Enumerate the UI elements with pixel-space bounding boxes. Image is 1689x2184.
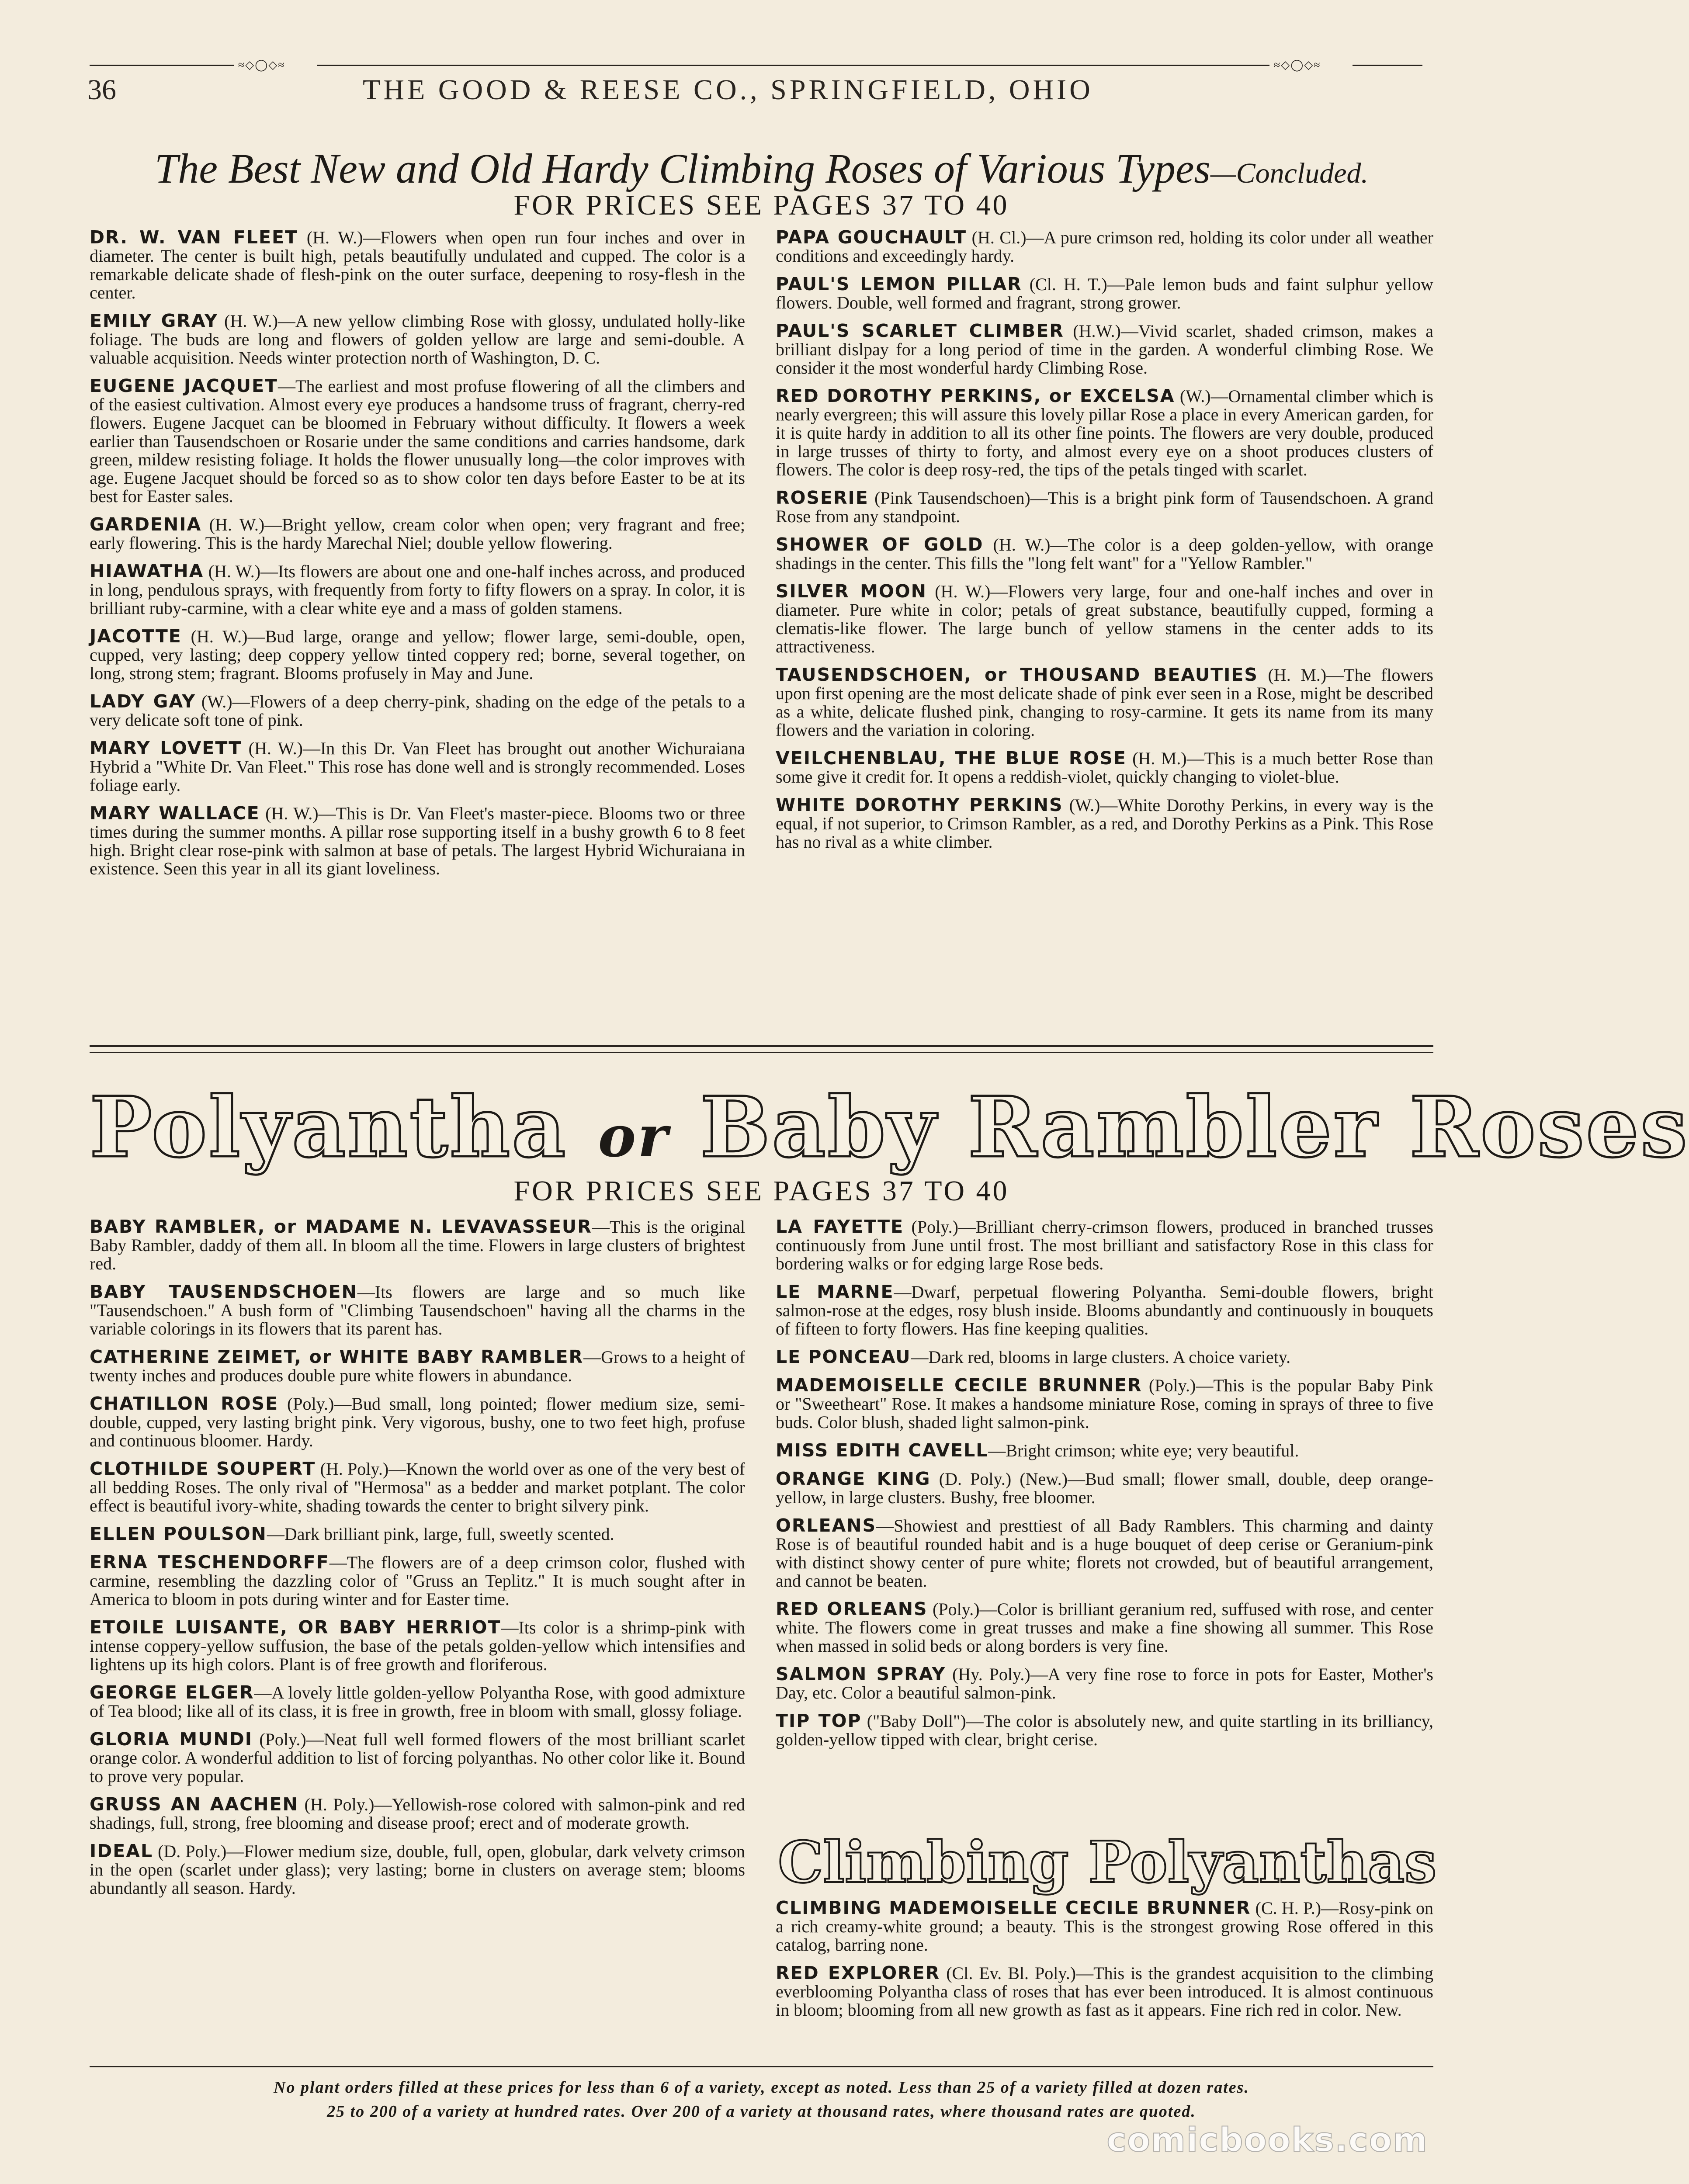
rose-name: ERNA TESCHENDORFF [90, 1552, 329, 1573]
rose-name: PAPA GOUCHAULT [776, 227, 967, 248]
rose-entry [90, 1618, 745, 1674]
rose-entry [776, 796, 1433, 851]
rose-name: BABY RAMBLER, or MADAME N. LEVAVASSEUR [90, 1216, 592, 1237]
polyantha-left-column [90, 1217, 745, 1907]
watermark: comicbooks.com [1106, 2120, 1428, 2159]
rose-name: LE MARNE [776, 1281, 894, 1302]
rose-name: RED ORLEANS [776, 1598, 928, 1619]
climbing-roses-left-column [90, 228, 745, 887]
rose-entry [776, 1665, 1433, 1702]
rose-entry [90, 377, 745, 506]
rose-entry [90, 1459, 745, 1515]
title-or-word: or [598, 1103, 669, 1170]
rose-entry [776, 1470, 1433, 1507]
rose-name: PAUL'S LEMON PILLAR [776, 274, 1022, 295]
rose-entry [90, 627, 745, 683]
rose-name: RED DOROTHY PERKINS, or EXCELSA [776, 385, 1175, 406]
rose-name: LA FAYETTE [776, 1216, 904, 1237]
rose-entry [90, 1283, 745, 1338]
rose-description: (H. W.)—Its flowers are about one and one-half inches across, and produced in long, pendulous sprays, with frequently from forty to fifty flowers on a spray. In color, it is brilliant ruby-carmine, with a clear white eye and a mass of golden stamens. [90, 562, 745, 618]
rose-name: ETOILE LUISANTE, OR BABY HERRIOT [90, 1617, 501, 1638]
rose-entry [90, 1217, 745, 1273]
rose-description: (Poly.)—This is the popular Baby Pink or "Sweetheart" Rose. It makes a handsome miniature Rose, coming in sprays of three to five buds. Color blush, shaded light salmon-pink. [776, 1376, 1433, 1432]
rose-entry [776, 1712, 1433, 1749]
rose-entry [776, 1516, 1433, 1590]
rose-description: (Hy. Poly.)—A very fine rose to force in pots for Easter, Mother's Day, etc. Color a beautiful salmon-pink. [776, 1664, 1433, 1702]
rose-entry [90, 1683, 745, 1720]
rose-description: (H. W.)—In this Dr. Van Fleet has brought out another Wichuraiana Hybrid a "White Dr. Van Fleet." This rose has done well and is strongly recommended. Loses foliage early. [90, 738, 745, 795]
rose-name: GRUSS AN AACHEN [90, 1794, 298, 1815]
rose-description: (D. Poly.)—Flower medium size, double, full, open, globular, dark velvety crimson in the open (scarlet under glass); very lasting; borne in clusters on average stem; blooms abundantly all season. Hardy. [90, 1841, 745, 1898]
rose-description: (H. W.)—Flowers very large, four and one-half inches and over in diameter. Pure white in color; petals of great substance, beautifully cupped, forming a clematis-like flower. The large bunch of yellow stamens in the center adds to its attractiveness. [776, 582, 1433, 656]
climbing-roses-right-column [776, 228, 1433, 861]
rose-name: RED EXPLORER [776, 1962, 940, 1983]
rose-entry [776, 489, 1433, 526]
rose-description: (D. Poly.) (New.)—Bud small; flower small, double, deep orange-yellow, in large clusters. Bushy, free bloomer. [776, 1469, 1434, 1507]
rose-name: MADEMOISELLE CECILE BRUNNER [776, 1375, 1142, 1396]
rose-name: GEORGE ELGER [90, 1682, 254, 1703]
title-baby-rambler-words: Baby Rambler Roses [700, 1078, 1689, 1176]
rose-name: ORLEANS [776, 1515, 877, 1536]
rose-entry [90, 562, 745, 617]
rose-description: (H.W.)—Vivid scarlet, shaded crimson, makes a brilliant dislpay for a long period of time in the garden. A wonderful climbing Rose. We consider it the most wonderful hardy Climbing Rose. [776, 321, 1433, 378]
rose-entry [90, 312, 745, 367]
rose-entry [776, 749, 1433, 786]
rose-name: CHATILLON ROSE [90, 1393, 279, 1414]
rose-description: (H. Poly.)—Yellowish-rose colored with salmon-pink and red shadings, full, strong, free blooming and disease proof; erect and of moderate growth. [90, 1795, 746, 1833]
rose-name: SHOWER OF GOLD [776, 534, 984, 555]
rose-description: —Its color is a shrimp-pink with intense coppery-yellow suffusion, the base of the petals golden-yellow which intensifies and lightens up its high colors. Plant is of free growth and floriferous. [90, 1618, 745, 1674]
running-header: THE GOOD & REESE CO., SPRINGFIELD, OHIO [363, 74, 1093, 106]
rose-description: (H. Cl.)—A pure crimson red, holding its color under all weather conditions and exceedingly hardy. [776, 228, 1433, 266]
rose-description: (W.)—Ornamental climber which is nearly evergreen; this will assure this lovely pillar Rose a place in every American garden, for it is quite hardy in addition to all its other fine points. The flowers are very double, produced in large trusses of thirty to forty, and almost every eye on a shoot produces clusters of flowers. The color is deep rosy-red, the tips of the petals tinged with scarlet. [776, 386, 1433, 479]
rose-entry [776, 1899, 1433, 1954]
rose-entry [90, 515, 745, 552]
rose-name: DR. W. VAN FLEET [90, 227, 298, 248]
rose-description: (H. W.)—This is Dr. Van Fleet's master-piece. Blooms two or three times during the summer months. A pillar rose supporting itself in a bushy growth 6 to 8 feet high. Bright clear rose-pink with salmon at base of petals. The largest Hybrid Wichuraiana in existence. Seen this year in all its giant loveliness. [90, 804, 746, 878]
rose-name: CLIMBING MADEMOISELLE CECILE BRUNNER [776, 1897, 1251, 1918]
rose-name: PAUL'S SCARLET CLIMBER [776, 320, 1064, 341]
footer-rule [90, 2066, 1433, 2067]
rose-description: (H. W.)—Bud large, orange and yellow; flower large, semi-double, open, cupped, very lasting; deep coppery yellow tinted coppery red; borne, several together, on long, strong stem; fragrant. Blooms profusely in May and June. [90, 627, 745, 683]
rose-name: ROSERIE [776, 487, 869, 508]
rose-entry [776, 275, 1433, 312]
rose-entry [776, 387, 1433, 479]
rose-description: (H. M.)—The flowers upon first opening are the most delicate shade of pink ever seen in a Rose, might be described as a white, delicate flushed pink, changing to rosy-carmine. It gets its name from its many flowers and the variation in coloring. [776, 665, 1433, 740]
rose-description: (Poly.)—Bud small, long pointed; flower medium size, semi-double, cupped, very lasting bright pink. Very vigorous, bushy, one to two feet high, profuse and continuous bloomer. Hardy. [90, 1394, 745, 1450]
rose-description: (Poly.)—Neat full well formed flowers of the most brilliant scarlet orange color. A wonderful addition to list of forcing polyanthas. No other color like it. Bound to prove very popular. [90, 1730, 745, 1786]
footer-terms-line-2: 25 to 200 of a variety at hundred rates. Over 200 of a variety at thousand rates, where thousand rates are quoted. [327, 2102, 1196, 2121]
rose-description: —Dwarf, perpetual flowering Polyantha. Semi-double flowers, bright salmon-rose at the edges, rosy blush inside. Blooms abundantly and continuously in bouquets of fifteen to forty flowers. Has fine keeping qualities. [776, 1282, 1433, 1338]
rose-entry [776, 535, 1433, 572]
rose-description: (H. W.)—The color is a deep golden-yellow, with orange shadings in the center. This fills the "long felt want" for a "Yellow Rambler." [776, 535, 1433, 573]
section-divider [90, 1045, 1433, 1053]
footer-terms-line-1: No plant orders filled at these prices for less than 6 of a variety, except as noted. Less than 25 of a variety filled at dozen rates. [274, 2078, 1249, 2097]
rose-description: —A lovely little golden-yellow Polyantha Rose, with good admixture of Tea blood; like all of its class, it is free in growth, free in bloom with small, glossy foliage. [90, 1683, 745, 1721]
rose-entry [90, 1795, 745, 1832]
rose-entry [776, 1600, 1433, 1655]
rose-entry [90, 1842, 745, 1897]
price-reference: FOR PRICES SEE PAGES 37 TO 40 [513, 189, 1009, 221]
rose-name: TAUSENDSCHOEN, or THOUSAND BEAUTIES [776, 664, 1258, 685]
header-ornament: ≈◇◯◇≈ ≈◇◯◇≈ [90, 60, 1422, 70]
rose-entry [776, 1348, 1433, 1366]
rose-entry [776, 1441, 1433, 1460]
rose-name: SALMON SPRAY [776, 1664, 946, 1685]
rose-entry [776, 1376, 1433, 1432]
rose-name: CLOTHILDE SOUPERT [90, 1458, 316, 1479]
rose-entry [90, 1730, 745, 1785]
rose-name: BABY TAUSENDSCHOEN [90, 1281, 357, 1302]
rose-name: IDEAL [90, 1841, 153, 1862]
rose-description: (H. W.)—A new yellow climbing Rose with glossy, undulated holly-like foliage. The buds are long and flowers of golden yellow are large and semi-double. A valuable acquisition. Needs winter protection north of Washington, D. C. [90, 311, 745, 367]
section-title-climbing-polyanthas: Climbing Polyanthas [778, 1829, 1437, 1896]
rose-entry [90, 1348, 745, 1385]
rose-description: —This is the original Baby Rambler, daddy of them all. In bloom all the time. Flowers in large clusters of brightest red. [90, 1217, 745, 1273]
rose-description: (H. W.)—Flowers when open run four inches and over in diameter. The center is built high, petals beautifully undulated and cupped. The color is a remarkable delicate shade of flesh-pink on the outer surface, deepening to rosy-flesh in the center. [90, 228, 746, 302]
rose-name: GARDENIA [90, 514, 202, 535]
rose-description: (Poly.)—Brilliant cherry-crimson flowers, produced in branched trusses continuously from June until frost. The most brilliant and satisfactory Rose in this class for bordering walks or for edging large Rose beds. [776, 1217, 1433, 1273]
rose-description: (Poly.)—Color is brilliant geranium red, suffused with rose, and center white. The flowers come in great trusses and make a fine showing all summer. This Rose when massed in solid beds or along borders is very fine. [776, 1599, 1433, 1656]
rose-description: —Showiest and presttiest of all Bady Ramblers. This charming and dainty Rose is of beautiful rounded habit and is a huge bouquet of deep cerise or Geranium-pink with distinct showy center of pure white; florets not crowded, but of beautiful arrangement, and cannot be beaten. [776, 1516, 1433, 1591]
section-title-text: The Best New and Old Hardy Climbing Roses of Various Types [154, 145, 1210, 192]
rose-entry [776, 228, 1433, 265]
rose-description: ("Baby Doll")—The color is absolutely new, and quite startling in its brilliancy, golden-yellow tipped with clear, bright cerise. [776, 1711, 1433, 1749]
rose-description: (C. H. P.)—Rosy-pink on a rich creamy-white ground; a beauty. This is the strongest growing Rose offered in this catalog, barring none. [776, 1898, 1433, 1955]
title-polyantha-word: Polyantha [90, 1078, 568, 1176]
rose-entry [90, 739, 745, 794]
rose-entry [776, 1217, 1433, 1273]
rose-entry [90, 804, 745, 878]
rose-name: MARY LOVETT [90, 738, 242, 759]
rose-description: —The flowers are of a deep crimson color, flushed with carmine, resembling the dazzling color of "Gruss an Teplitz." It is much sought after in America to bloom in pots during winter and for Easter time. [90, 1553, 745, 1609]
price-reference-polyantha: FOR PRICES SEE PAGES 37 TO 40 [513, 1175, 1009, 1207]
polyantha-right-column [776, 1217, 1433, 1758]
rose-entry [90, 1553, 745, 1609]
rose-name: JACOTTE [90, 626, 182, 647]
rose-name: WHITE DOROTHY PERKINS [776, 794, 1063, 815]
section-title-suffix: —Concluded. [1210, 157, 1369, 189]
section-title-climbing-roses [90, 144, 1433, 193]
rose-description: —Dark brilliant pink, large, full, sweetly scented. [267, 1524, 614, 1544]
rose-name: LE PONCEAU [776, 1346, 911, 1367]
rose-entry [776, 582, 1433, 656]
rose-description: (H. Poly.)—Known the world over as one of the very best of all bedding Roses. The only rival of "Hermosa" as a bedder and market potplant. The color effect is beautiful ivory-white, shading towards the center to bright silvery pink. [90, 1459, 745, 1515]
rose-description: (W.)—White Dorothy Perkins, in every way is the equal, if not superior, to Crimson Rambler, as a red, and Dorothy Perkins as a Pink. This Rose has no rival as a white climber. [776, 795, 1434, 852]
rose-description: (H. M.)—This is a much better Rose than some give it credit for. It opens a reddish-violet, quickly changing to violet-blue. [776, 749, 1433, 787]
section-title-polyantha [90, 1078, 1689, 1180]
rose-description: —Its flowers are large and so much like "Tausendschoen." A bush form of "Climbing Tausendschoen" having all the charms in the variable colorings in its flowers that its parent has. [90, 1282, 745, 1338]
rose-name: VEILCHENBLAU, THE BLUE ROSE [776, 748, 1127, 769]
rose-description: (Pink Tausendschoen)—This is a bright pink form of Tausendschoen. A grand Rose from any standpoint. [776, 488, 1433, 526]
page-number: 36 [87, 74, 116, 106]
rose-description: —Dark red, blooms in large clusters. A choice variety. [911, 1347, 1291, 1367]
rose-entry [776, 1964, 1433, 2019]
rose-name: EUGENE JACQUET [90, 375, 278, 396]
rose-name: ELLEN POULSON [90, 1523, 267, 1544]
rose-entry [776, 322, 1433, 377]
rose-name: EMILY GRAY [90, 310, 218, 331]
rose-description: (H. W.)—Bright yellow, cream color when open; very fragrant and free; early flowering. This is the hardy Marechal Niel; double yellow flowering. [90, 515, 745, 553]
rose-name: ORANGE KING [776, 1468, 931, 1489]
rose-description: (Cl. H. T.)—Pale lemon buds and faint sulphur yellow flowers. Double, well formed and fragrant, strong grower. [776, 274, 1433, 312]
rose-name: GLORIA MUNDI [90, 1729, 253, 1750]
climbing-polyanthas-column [776, 1899, 1433, 2029]
rose-name: MISS EDITH CAVELL [776, 1440, 988, 1461]
rose-name: SILVER MOON [776, 581, 927, 602]
rose-description: —The earliest and most profuse flowering of all the climbers and of the easiest cultivation. Almost every eye produces a handsome truss of fragrant, cherry-red flowers. Eugene Jacquet can be bloomed in February without difficulty. It flowers a week earlier than Tausendschoen or Rosarie under the same conditions and carries handsome, dark green, mildew resisting foliage. It holds the flower unusually long—the color improves with age. Eugene Jacquet should be forced so as to show color ten days before Easter to be at its best for Easter sales. [90, 376, 745, 506]
rose-entry [90, 1394, 745, 1450]
rose-name: CATHERINE ZEIMET, or WHITE BABY RAMBLER [90, 1346, 584, 1367]
rose-name: LADY GAY [90, 691, 196, 712]
rose-description: —Grows to a height of twenty inches and produces double pure white flowers in abundance. [90, 1347, 746, 1385]
rose-description: (Cl. Ev. Bl. Poly.)—This is the grandest acquisition to the climbing everblooming Polyantha class of roses that has ever been introduced. It is almost continuous in bloom; blooming from all new growth as fast as it appears. Fine rich red in color. New. [776, 1963, 1433, 2020]
rose-description: (W.)—Flowers of a deep cherry-pink, shading on the edge of the petals to a very delicate soft tone of pink. [90, 692, 746, 730]
rose-name: HIAWATHA [90, 561, 204, 582]
rose-description: —Bright crimson; white eye; very beautiful. [988, 1441, 1299, 1460]
rose-entry [90, 228, 745, 302]
rose-entry [90, 692, 745, 729]
rose-name: TIP TOP [776, 1710, 862, 1731]
rose-name: MARY WALLACE [90, 803, 260, 824]
rose-entry [776, 1283, 1433, 1338]
rose-entry [776, 666, 1433, 739]
rose-entry [90, 1525, 745, 1543]
